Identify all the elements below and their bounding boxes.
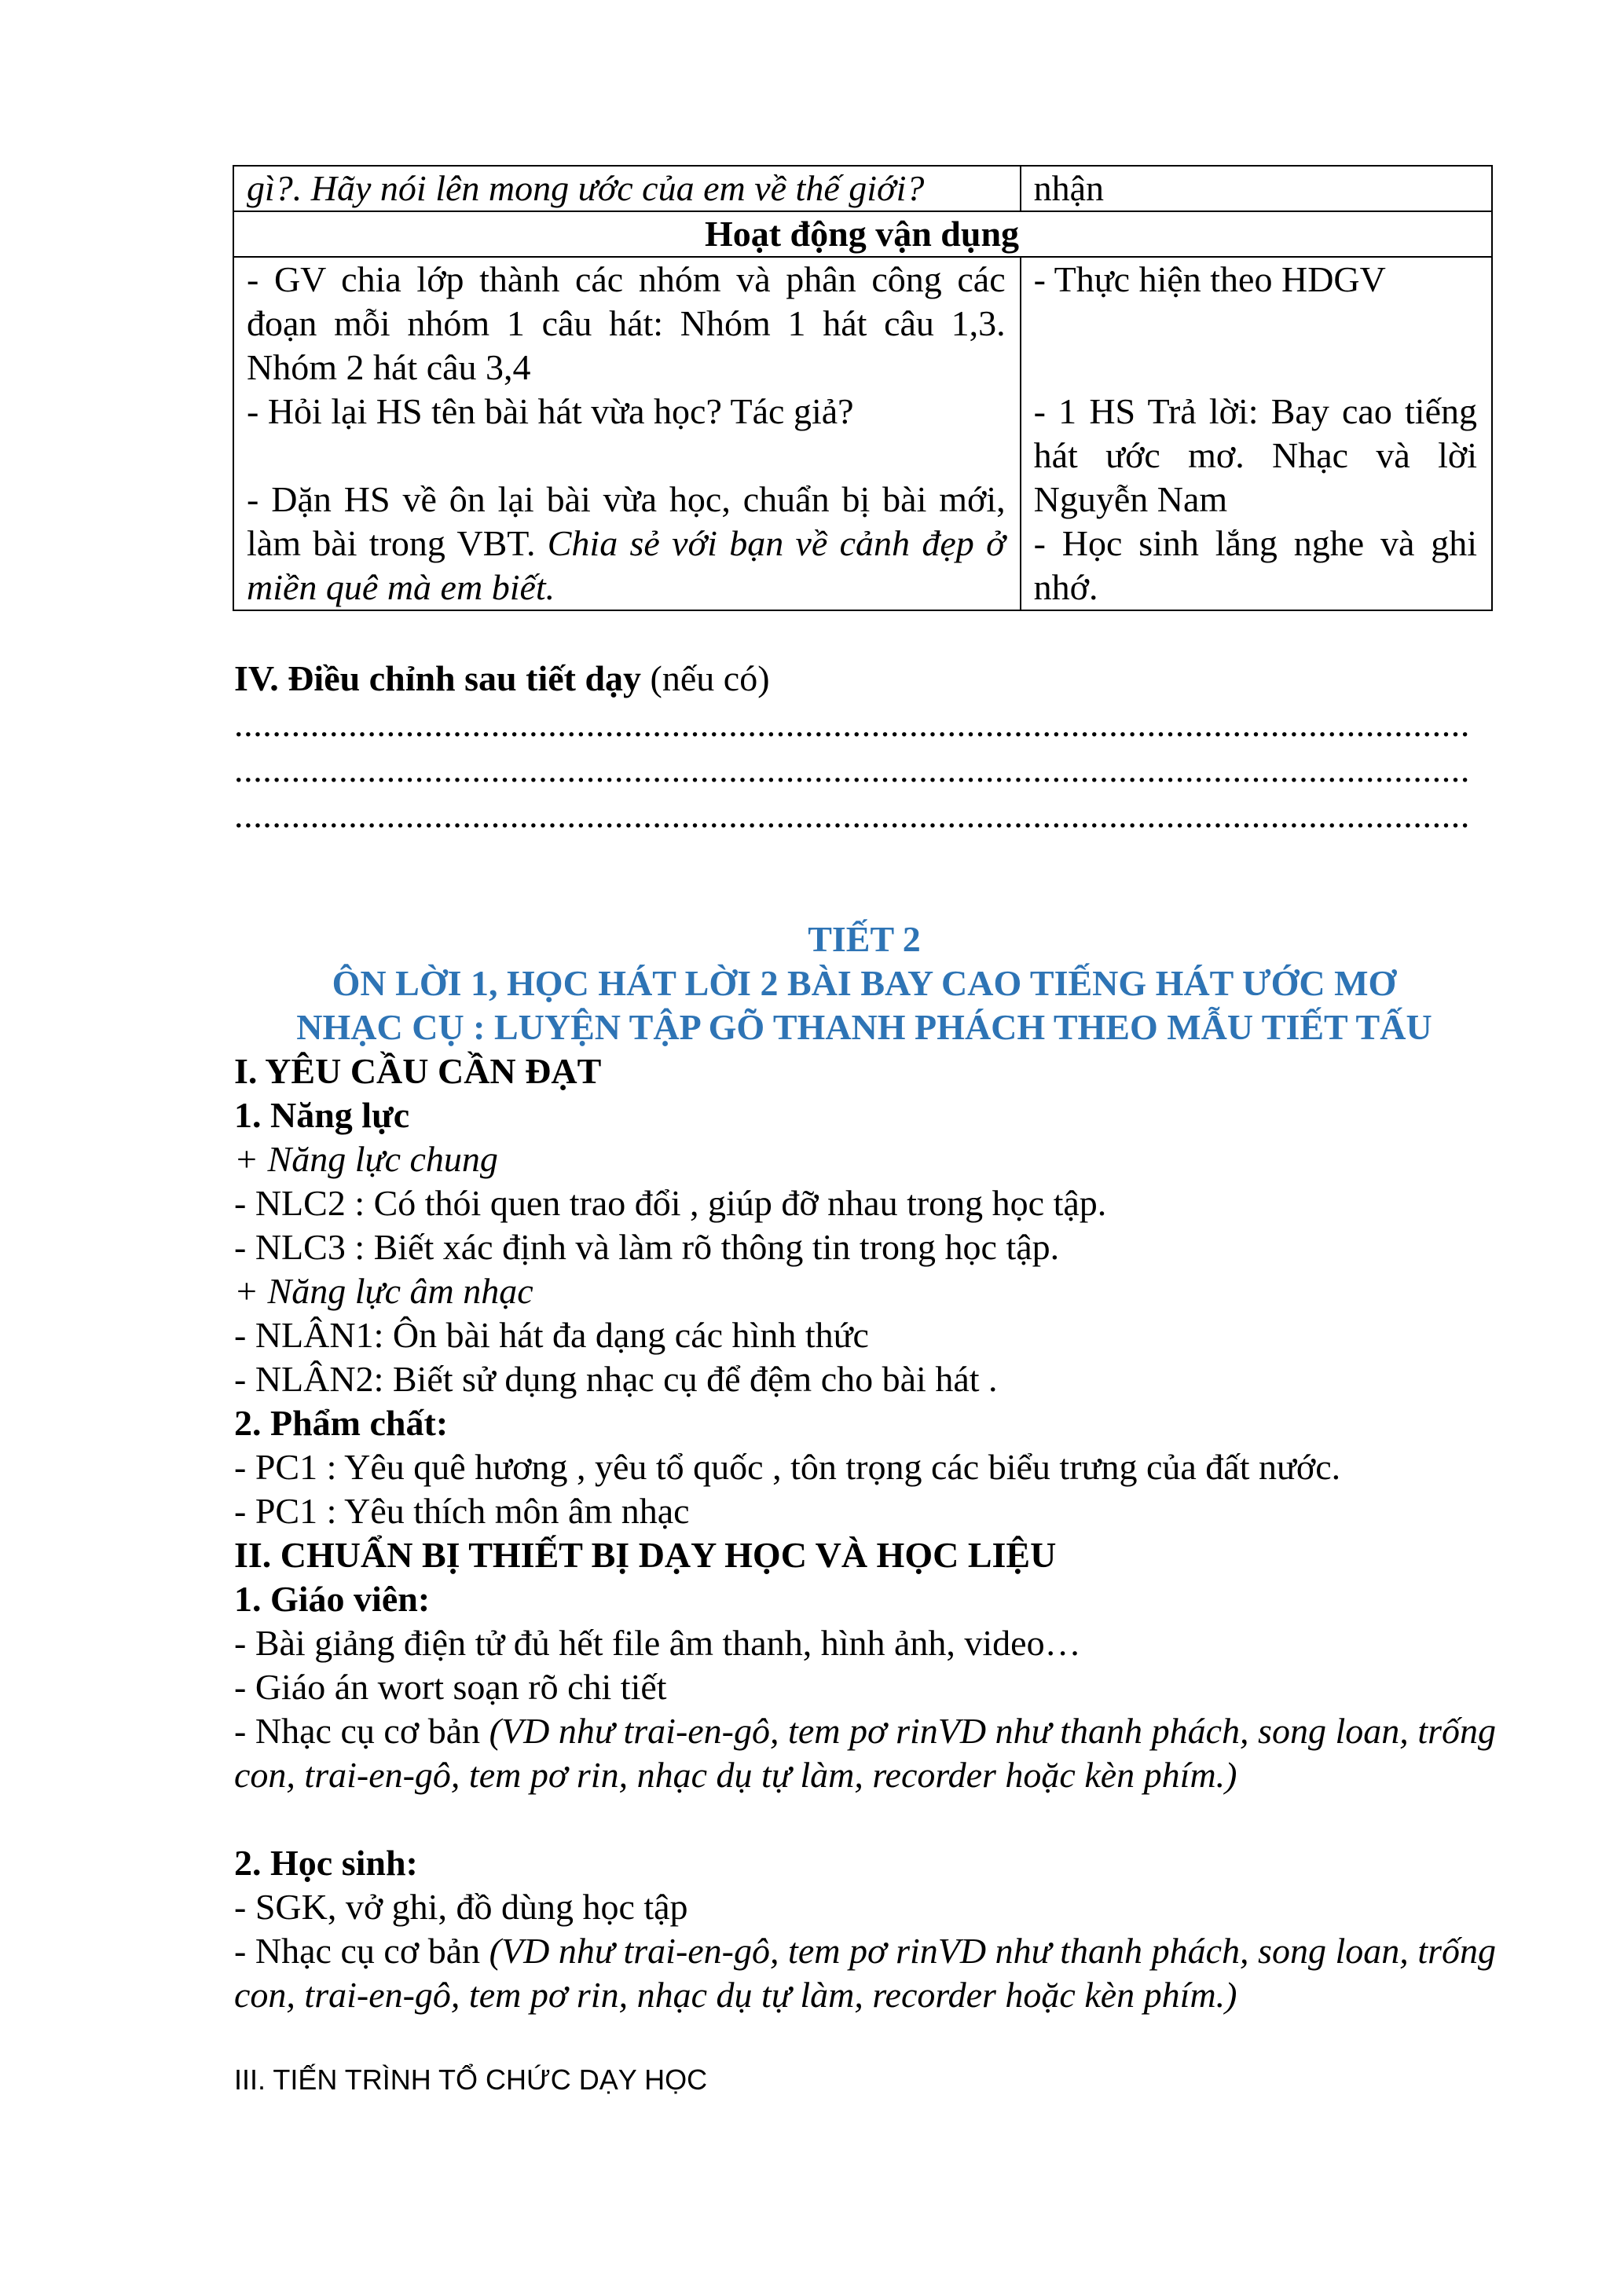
student-step-2: - 1 HS Trả lời: Bay cao tiếng hát ước mơ. Nhạc và lời Nguyễn Nam <box>1033 391 1477 519</box>
dotted-line: .................................................................................................................................. <box>234 749 1470 789</box>
subsection-label: + Năng lực chung <box>234 1139 498 1179</box>
teacher-step-3 <box>247 478 1006 610</box>
list-item <box>234 1709 1496 1797</box>
table-row <box>233 257 1492 610</box>
list-item: - PC1 : Yêu quê hương , yêu tổ quốc , tôn trọng các biểu trưng của đất nước. <box>234 1447 1341 1487</box>
section-header-text: Hoạt động vận dụng <box>704 214 1020 254</box>
subsection-label: + Năng lực âm nhạc <box>234 1271 533 1311</box>
student-step-3: - Học sinh lắng nghe và ghi nhớ. <box>1033 523 1477 607</box>
table-cell-answer <box>1021 166 1492 211</box>
lesson-subtitle: NHẠC CỤ : LUYỆN TẬP GÕ THANH PHÁCH THEO MẪU TIẾT TẤU <box>296 1007 1432 1047</box>
adjust-heading: IV. Điều chỉnh sau tiết dạy <box>234 658 642 698</box>
list-item: - NLÂN2: Biết sử dụng nhạc cụ để đệm cho bài hát . <box>234 1359 998 1399</box>
cell-text: nhận <box>1033 168 1105 208</box>
subsection-heading: 2. Học sinh: <box>234 1843 418 1883</box>
list-item: - SGK, vở ghi, đồ dùng học tập <box>234 1887 688 1927</box>
teacher-step-3-italic: Chia sẻ với bạn về cảnh đẹp ở miền quê mà em biết. <box>247 523 1006 607</box>
dotted-line: .................................................................................................................................. <box>234 795 1470 835</box>
section-heading-sans: III. TIẾN TRÌNH TỔ CHỨC DẠY HỌC <box>234 2063 708 2096</box>
spacer <box>1034 346 1477 390</box>
list-item: - NLC3 : Biết xác định và làm rõ thông tin trong học tập. <box>234 1227 1060 1267</box>
section-heading: I. YÊU CẦU CẦN ĐẠT <box>234 1051 602 1091</box>
spacer <box>247 434 1006 478</box>
subsection-heading: 1. Năng lực <box>234 1095 410 1135</box>
lesson-subtitle: ÔN LỜI 1, HỌC HÁT LỜI 2 BÀI BAY CAO TIẾNG HÁT ƯỚC MƠ <box>332 963 1397 1003</box>
table-cell-question <box>233 166 1021 211</box>
list-item-italic: (VD như trai-en-gô, tem pơ rinVD như thanh phách, song loan, trống con, trai-en-gô, tem pơ rin, nhạc dụ tự làm, recorder hoặc kèn phím.) <box>234 1931 1497 2015</box>
dotted-line: .................................................................................................................................. <box>234 704 1470 744</box>
table-row <box>233 211 1492 257</box>
teacher-step-2: - Hỏi lại HS tên bài hát vừa học? Tác giả? <box>247 391 854 431</box>
teacher-step-3-text: - Dặn HS về ôn lại bài vừa học, chuẩn bị bài mới, làm bài trong VBT. <box>247 479 1006 563</box>
list-item-text: - Nhạc cụ cơ bản <box>234 1931 489 1971</box>
student-step-1: - Thực hiện theo HDGV <box>1033 259 1386 299</box>
list-item: - Bài giảng điện tử đủ hết file âm thanh, hình ảnh, video… <box>234 1623 1081 1663</box>
student-activity-cell <box>1021 257 1492 610</box>
list-item-italic: (VD như trai-en-gô, tem pơ rinVD như thanh phách, song loan, trống con, trai-en-gô, tem pơ rin, nhạc dụ tự làm, recorder hoặc kèn phím.) <box>234 1711 1497 1795</box>
adjust-note: (nếu có) <box>641 658 770 698</box>
teacher-step-1: - GV chia lớp thành các nhóm và phân công các đoạn mỗi nhóm 1 câu hát: Nhóm 1 hát câu 1,3. Nhóm 2 hát câu 3,4 <box>247 259 1006 387</box>
teacher-activity-cell <box>233 257 1021 610</box>
list-item: - Giáo án wort soạn rõ chi tiết <box>234 1667 667 1707</box>
section-heading: II. CHUẨN BỊ THIẾT BỊ DẠY HỌC VÀ HỌC LIỆU <box>234 1535 1057 1575</box>
adjust-heading-line <box>234 657 1496 701</box>
list-item-text: - Nhạc cụ cơ bản <box>234 1711 489 1751</box>
lesson-title: TIẾT 2 <box>808 919 921 959</box>
list-item: - PC1 : Yêu thích môn âm nhạc <box>234 1491 690 1531</box>
subsection-heading: 2. Phẩm chất: <box>234 1403 449 1443</box>
table-row <box>233 166 1492 211</box>
cell-text: gì?. Hãy nói lên mong ước của em về thế giới? <box>247 168 925 208</box>
activity-table <box>233 165 1493 611</box>
list-item <box>234 1929 1496 2017</box>
spacer <box>1034 302 1477 346</box>
section-header-cell <box>233 211 1492 257</box>
list-item: - NLC2 : Có thói quen trao đổi , giúp đỡ nhau trong học tập. <box>234 1183 1107 1223</box>
list-item: - NLÂN1: Ôn bài hát đa dạng các hình thức <box>234 1315 869 1355</box>
subsection-heading: 1. Giáo viên: <box>234 1579 431 1619</box>
